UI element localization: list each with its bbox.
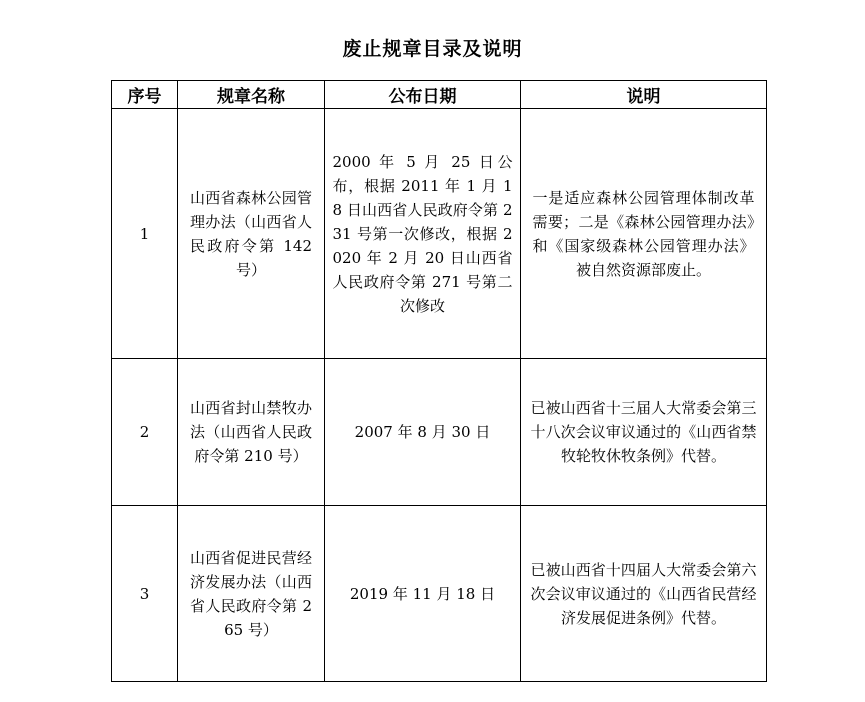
row-date bbox=[325, 506, 521, 682]
row-note-text: 已被山西省十三届人大常委会第三十八次会议审议通过的《山西省禁牧轮牧休牧条例》代替。 bbox=[530, 399, 757, 465]
table-row bbox=[112, 109, 767, 359]
repealed-regulations-table bbox=[111, 80, 767, 682]
row-date-text: 2000 年 5 月 25 日公布，根据 2011 年 1 月 18 日山西省人民政府令第 231 号第一次修改，根据 2020 年 2 月 20 日山西省人民政府令第 271 号第二次修改 bbox=[332, 152, 513, 315]
row-name-text: 山西省促进民营经济发展办法（山西省人民政府令第 265 号） bbox=[190, 548, 312, 639]
row-seq: 1 bbox=[112, 109, 178, 359]
row-note bbox=[521, 109, 767, 359]
row-name-text: 山西省森林公园管理办法（山西省人民政府令第 142 号） bbox=[190, 188, 312, 279]
table-row bbox=[112, 359, 767, 506]
row-name bbox=[178, 506, 325, 682]
row-date bbox=[325, 109, 521, 359]
row-name bbox=[178, 359, 325, 506]
header-name: 规章名称 bbox=[178, 81, 325, 109]
header-date: 公布日期 bbox=[325, 81, 521, 109]
row-note-text: 一是适应森林公园管理体制改革需要；二是《森林公园管理办法》和《国家级森林公园管理办法》被自然资源部废止。 bbox=[532, 188, 755, 279]
row-note bbox=[521, 506, 767, 682]
row-date bbox=[325, 359, 521, 506]
header-note: 说明 bbox=[521, 81, 767, 109]
row-date-text: 2019 年 11 月 18 日 bbox=[349, 584, 496, 603]
table-header-row bbox=[112, 81, 767, 109]
row-name-text: 山西省封山禁牧办法（山西省人民政府令第 210 号） bbox=[190, 399, 312, 465]
document-title: 废止规章目录及说明 bbox=[342, 38, 523, 60]
row-seq: 2 bbox=[112, 359, 178, 506]
row-seq: 3 bbox=[112, 506, 178, 682]
row-note bbox=[521, 359, 767, 506]
table-row bbox=[112, 506, 767, 682]
row-note-text: 已被山西省十四届人大常委会第六次会议审议通过的《山西省民营经济发展促进条例》代替。 bbox=[530, 560, 757, 627]
row-name bbox=[178, 109, 325, 359]
header-seq: 序号 bbox=[112, 81, 178, 109]
row-date-text: 2007 年 8 月 30 日 bbox=[354, 423, 491, 441]
